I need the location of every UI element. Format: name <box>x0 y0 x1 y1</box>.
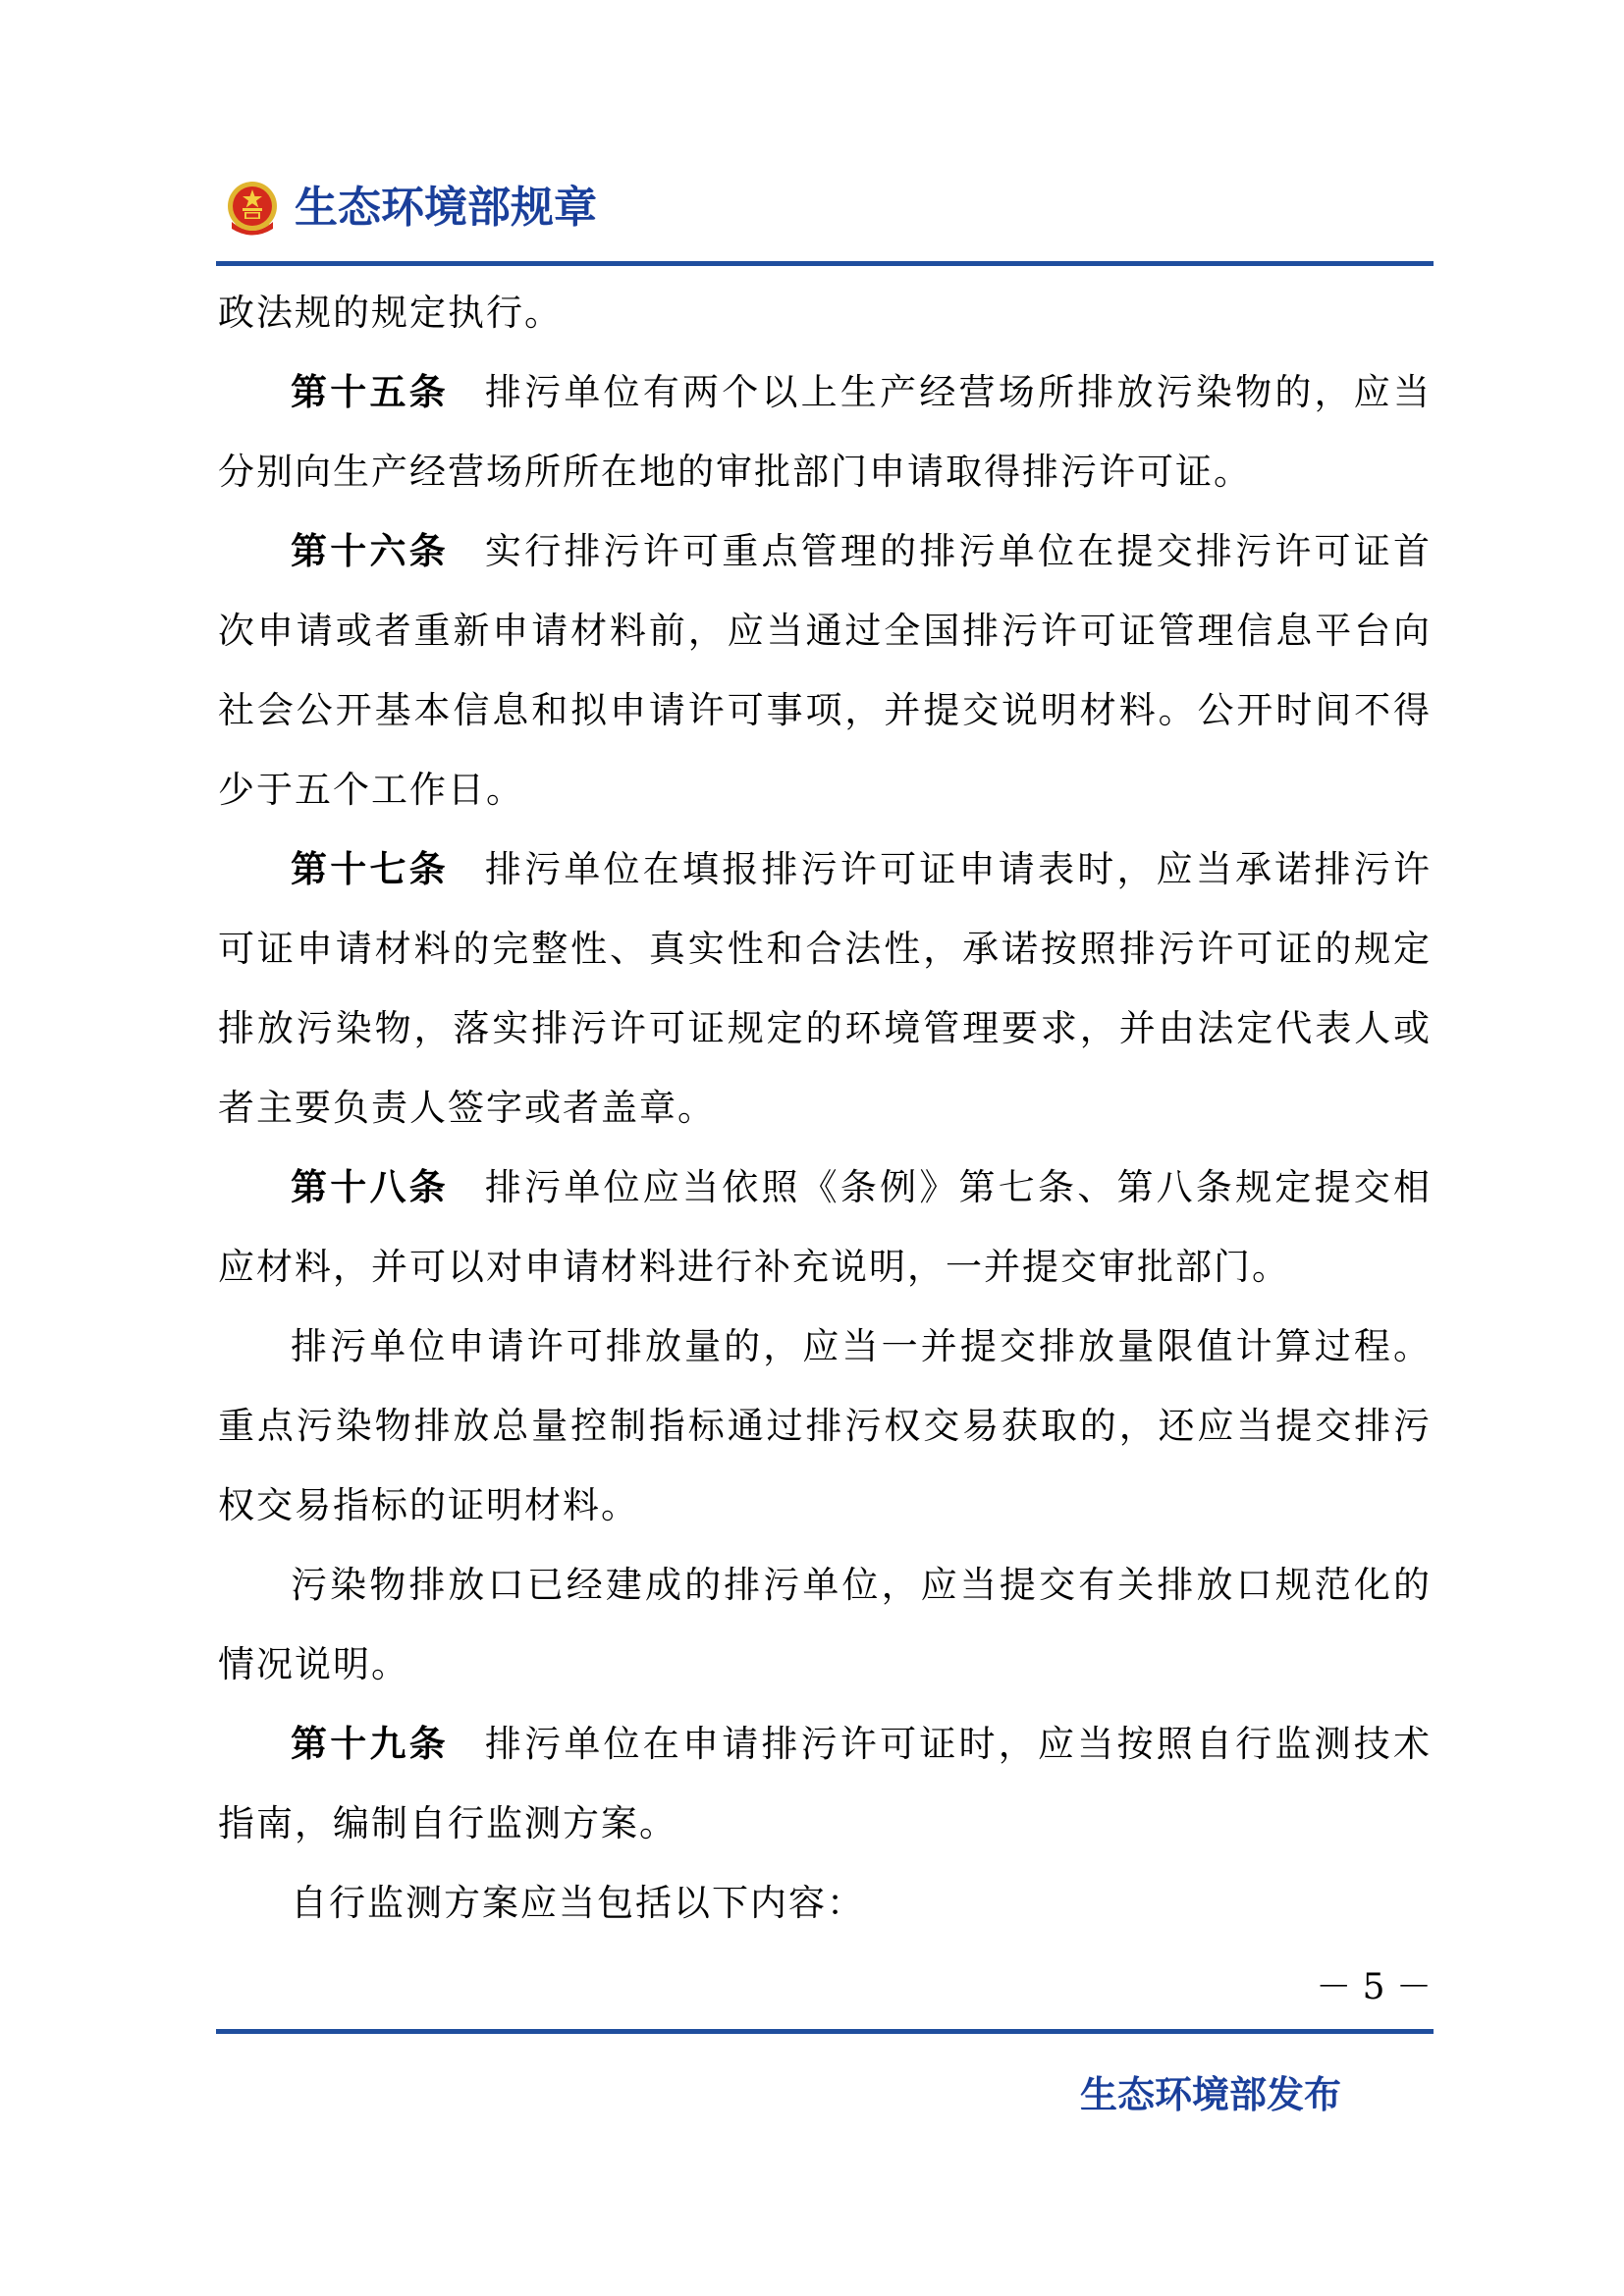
paragraph-text: 自行监测方案应当包括以下内容： <box>291 1882 865 1924</box>
national-emblem-icon <box>224 179 281 240</box>
footer-divider <box>216 2029 1434 2034</box>
article-number: 第十五条 <box>291 371 449 413</box>
paragraph-text: 排污单位有两个以上生产经营场所排放污染物的，应当分别向生产经营场所所在地的审批部门申请取得排污许可证。 <box>218 371 1433 493</box>
page-number: － 5 － <box>1316 1967 1432 2007</box>
header-divider <box>216 261 1434 266</box>
article-number: 第十八条 <box>291 1166 449 1208</box>
body-paragraph <box>218 829 1432 1148</box>
paragraph-text: 政法规的规定执行。 <box>218 292 563 334</box>
body-paragraph <box>218 1148 1432 1307</box>
paragraph-text: 排污单位申请许可排放量的，应当一并提交排放量限值计算过程。重点污染物排放总量控制指标通过排污权交易获取的，还应当提交排污权交易指标的证明材料。 <box>218 1325 1432 1526</box>
body-paragraph <box>218 511 1432 829</box>
paragraph-text: 排污单位应当依照《条例》第七条、第八条规定提交相应材料，并可以对申请材料进行补充说明，一并提交审批部门。 <box>218 1166 1433 1288</box>
article-number: 第十六条 <box>291 530 449 572</box>
body-paragraph <box>218 352 1432 511</box>
body-paragraph <box>218 1863 1432 1943</box>
article-number: 第十九条 <box>291 1723 449 1765</box>
body-paragraph <box>218 1704 1432 1863</box>
body-paragraph <box>218 1545 1432 1704</box>
body-paragraph <box>218 1307 1432 1545</box>
footer-publisher: 生态环境部发布 <box>1079 2073 1341 2116</box>
document-body <box>218 273 1432 1943</box>
header-title: 生态环境部规章 <box>295 183 597 233</box>
paragraph-text: 污染物排放口已经建成的排污单位，应当提交有关排放口规范化的情况说明。 <box>218 1564 1432 1685</box>
page-header <box>216 167 1434 265</box>
paragraph-text: 实行排污许可重点管理的排污单位在提交排污许可证首次申请或者重新申请材料前，应当通过全国排污许可证管理信息平台向社会公开基本信息和拟申请许可事项，并提交说明材料。公开时间不得少于五个工作日。 <box>218 530 1433 811</box>
body-paragraph <box>218 273 1432 352</box>
paragraph-text: 排污单位在申请排污许可证时，应当按照自行监测技术指南，编制自行监测方案。 <box>218 1723 1433 1844</box>
article-number: 第十七条 <box>291 848 449 890</box>
paragraph-text: 排污单位在填报排污许可证申请表时，应当承诺排污许可证申请材料的完整性、真实性和合法性，承诺按照排污许可证的规定排放污染物，落实排污许可证规定的环境管理要求，并由法定代表人或者主要负责人签字或者盖章。 <box>218 848 1433 1129</box>
